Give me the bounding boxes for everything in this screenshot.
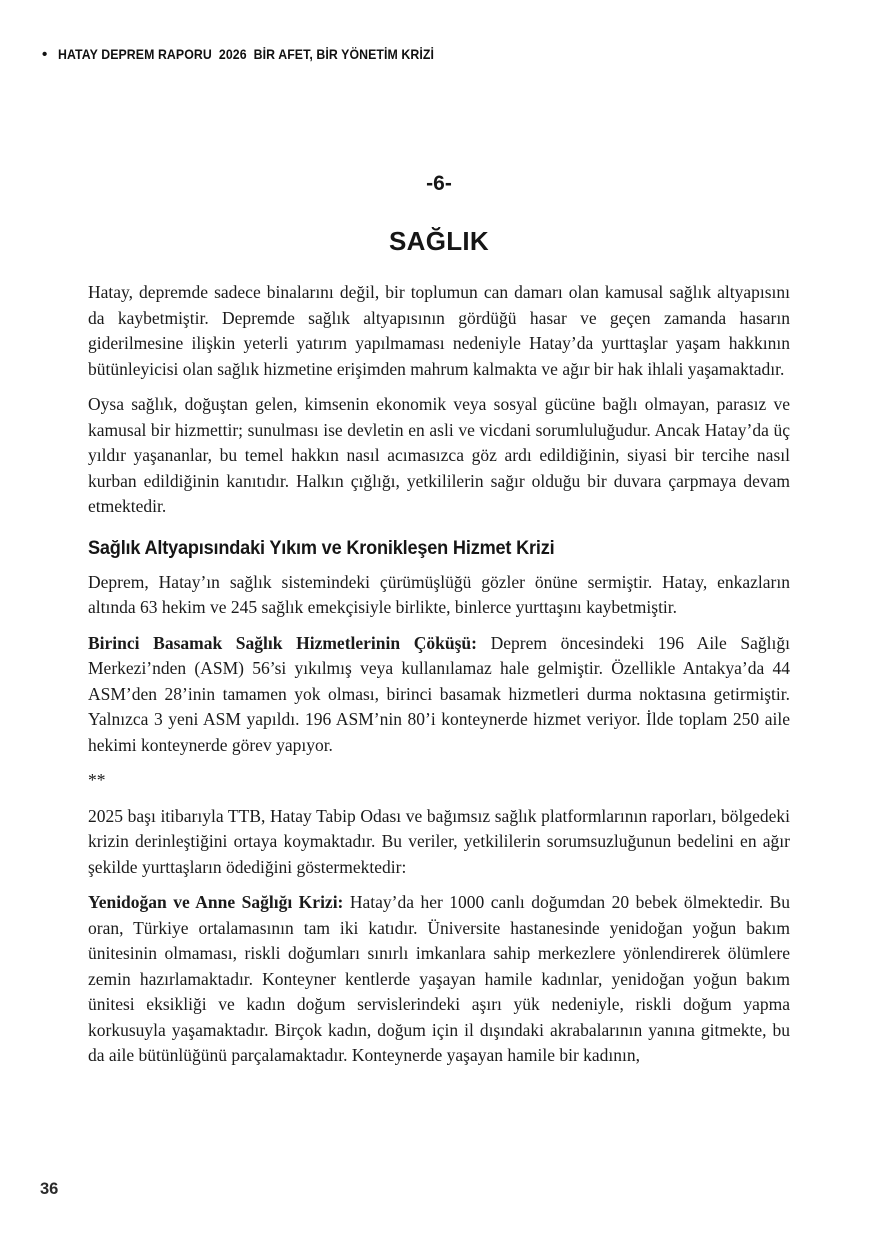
document-body: [88, 0, 790, 1079]
subheading-health-infrastructure: Sağlık Altyapısındaki Yıkım ve Kronikleşen Hizmet Krizi: [88, 536, 555, 559]
paragraph-losses: Deprem, Hatay’ın sağlık sistemindeki çürümüşlüğü gözler önüne sermiştir. Hatay, enkazların altında 63 hekim ve 245 sağlık emekçisiyle birlikte, binlerce yurttaşını kaybetmiştir.: [88, 571, 790, 617]
page-title: SAĞLIK: [388, 226, 490, 256]
page-footer: [40, 1180, 58, 1199]
paragraph-lead-newborn-crisis: Yenidoğan ve Anne Sağlığı Krizi:: [88, 892, 344, 912]
paragraph-intro-1: Hatay, depremde sadece binalarını değil, bir toplumun can damarı olan kamusal sağlık altyapısını da kaybetmiştir. Depremde sağlık altyapısının gördüğü hasar ve geçen zamanda hasarın giderilmesine ilişkin yeterli yatırım yapılmaması nedeniyle Hatay’da yurttaşlar yaşam hakkının bütünleyicisi olan sağlık hizmetine erişimden mahrum kalmakta ve ağır bir hak ihlali yaşamaktadır.: [88, 282, 790, 379]
asterisk-separator: **: [88, 770, 106, 790]
header-bullet-icon: •: [42, 45, 48, 63]
paragraph-intro-2: Oysa sağlık, doğuştan gelen, kimsenin ekonomik veya sosyal gücüne bağlı olmayan, parasız ve kamusal bir hizmettir; sunulması ise devletin en asli ve vicdani sorumluluğudur. Ancak Hatay’da üç yıldır yaşananlar, bu temel hakkın nasıl acımasızca göz ardı edildiğinin, siyasi bir tercihe nasıl kurban edildiğinin kanıtıdır. Halkın çığlığı, yetkililerin sağır olduğu bir duvara çarpmaya devam etmektedir.: [88, 394, 790, 516]
paragraph-ttb-reports: 2025 başı itibarıyla TTB, Hatay Tabip Odası ve bağımsız sağlık platformlarının raporları, bölgedeki krizin derinleştiğini ortaya koymaktadır. Bu veriler, yetkililerin sorumsuzluğunun bedelini en ağır şekilde yurttaşların ödediğini göstermektedir:: [88, 805, 790, 877]
running-header-title: HATAY DEPREM RAPORU 2026 BİR AFET, BİR YÖNETİM KRİZİ: [58, 46, 435, 62]
paragraph-primary-care: [88, 631, 790, 759]
paragraph-newborn-crisis: [88, 890, 790, 1069]
paragraph-text-primary-care: Deprem öncesindeki 196 Aile Sağlığı Merkezi’nden (ASM) 56’si yıkılmış veya kullanılamaz hale gelmiştir. Özellikle Antakya’da 44 ASM’den 28’inin tamamen yok olması, birinci basamak hizmetleri durma noktasına getirmiştir. Yalnızca 3 yeni ASM yapıldı. 196 ASM’nin 80’i konteynerde hizmet veriyor. İlde toplam 250 aile hekimi konteynerde görev yapıyor.: [88, 632, 791, 755]
paragraph-text-newborn-crisis: Hatay’da her 1000 canlı doğumdan 20 bebek ölmektedir. Bu oran, Türkiye ortalamasının tam iki katıdır. Üniversite hastanesinde yenidoğan yoğun bakım ünitesinin olmaması, riskli doğumları sınırlı imkanlara sahip merkezlere yönlendirerek ölümlere zemin hazırlamaktadır. Konteyner kentlerde yaşayan hamile kadınlar, yenidoğan yoğun bakım ünitesi eksikliği ve kadın doğum servislerindeki aşırı yük nedeniyle, riskli doğum yapma korkusuyla yaşamaktadır. Birçok kadın, doğum için il dışındaki akrabalarının yanına gitmekte, bu da aile bütünlüğünü parçalamaktadır. Konteynerde yaşayan hamile bir kadının,: [88, 892, 791, 1065]
paragraph-lead-primary-care: Birinci Basamak Sağlık Hizmetlerinin Çöküşü:: [88, 632, 477, 653]
page-number: 36: [40, 1180, 59, 1198]
section-number: -6-: [426, 172, 452, 195]
